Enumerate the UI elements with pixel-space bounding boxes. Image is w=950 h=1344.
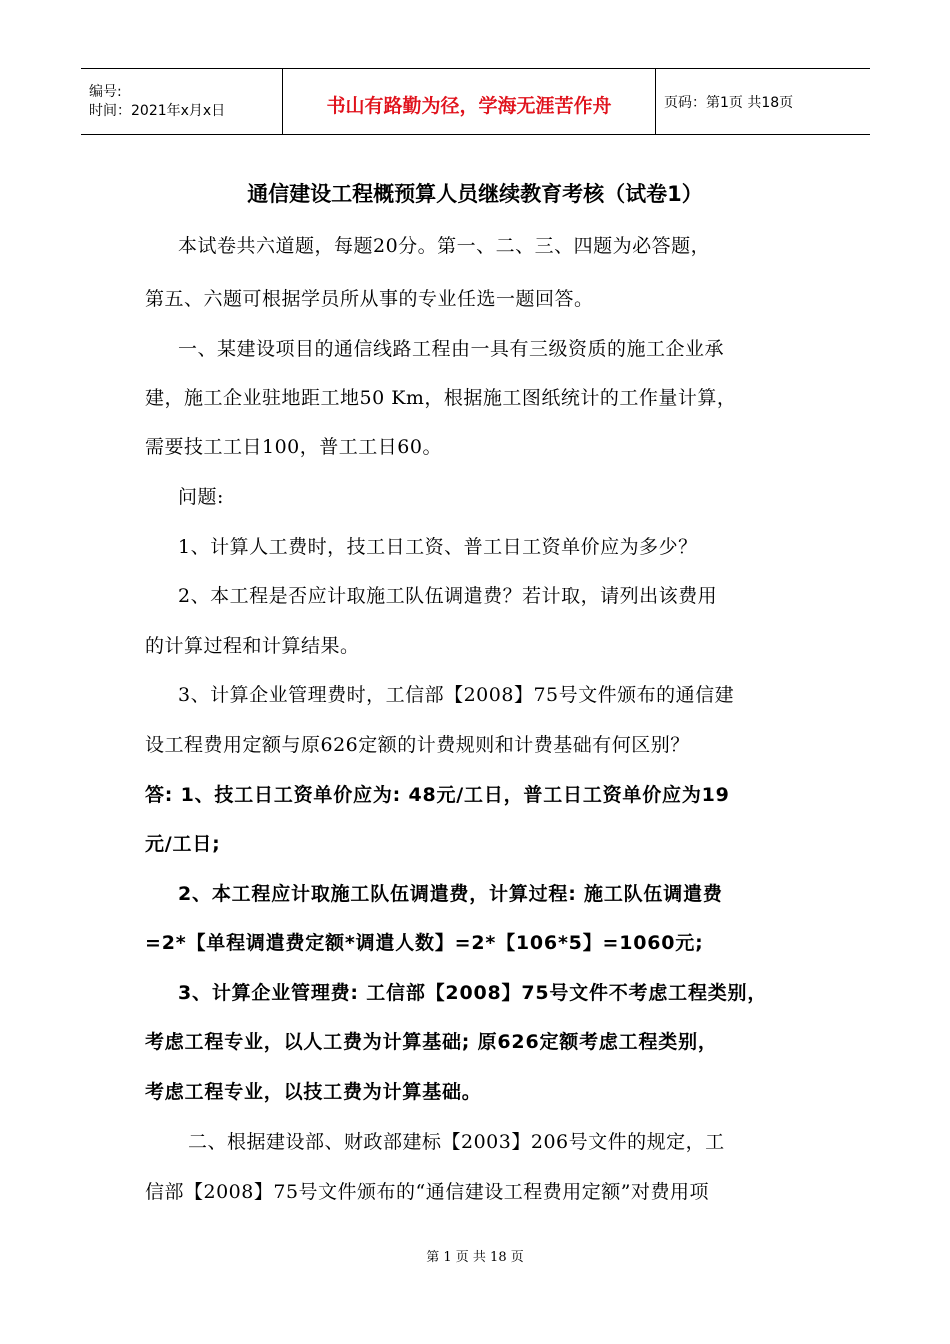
text-line: 3、计算企业管理费时，工信部【2008】75号文件颁布的通信建 bbox=[178, 684, 735, 706]
answer-line: 元/工日; bbox=[145, 833, 221, 855]
number-label: 编号: bbox=[89, 83, 122, 100]
text-line: 二、根据建设部、财政部建标【2003】206号文件的规定，工 bbox=[188, 1131, 725, 1153]
text-line: 建，施工企业驻地距工地50 Km，根据施工图纸统计的工作量计算， bbox=[145, 387, 737, 409]
time-label: 时间：2021年x月x日 bbox=[89, 102, 226, 119]
text-line: 2、本工程是否应计取施工队伍调遣费？若计取，请列出该费用 bbox=[178, 585, 718, 607]
answer-line: 考虑工程专业，以人工费为计算基础; 原626定额考虑工程类别， bbox=[145, 1031, 718, 1053]
text-line: 第五、六题可根据学员所从事的专业任选一题回答。 bbox=[145, 288, 594, 310]
text-line: 设工程费用定额与原626定额的计费规则和计费基础有何区别？ bbox=[145, 734, 690, 756]
text-line: 1、计算人工费时，技工日工资、普工日工资单价应为多少？ bbox=[178, 536, 698, 558]
answer-line: 3、计算企业管理费: 工信部【2008】75号文件不考虑工程类别， bbox=[178, 982, 768, 1004]
text-line: 本试卷共六道题，每题20分。第一、二、三、四题为必答题， bbox=[178, 235, 711, 257]
header-meta bbox=[81, 69, 283, 134]
text-line: 需要技工工日100，普工工日60。 bbox=[145, 436, 442, 458]
text-line: 一、某建设项目的通信线路工程由一具有三级资质的施工企业承 bbox=[178, 338, 725, 360]
answer-line: 答: 1、技工日工资单价应为: 48元/工日，普工日工资单价应为19 bbox=[145, 784, 730, 806]
slogan: 书山有路勤为径，学海无涯苦作舟 bbox=[326, 95, 612, 117]
text-line: 信部【2008】75号文件颁布的“通信建设工程费用定额”对费用项 bbox=[145, 1181, 709, 1203]
document-title: 通信建设工程概预算人员继续教育考核（试卷1） bbox=[247, 182, 703, 206]
header-page-cell bbox=[656, 69, 870, 134]
text-line: 问题: bbox=[178, 486, 224, 508]
page-footer: 第 1 页 共 18 页 bbox=[426, 1250, 524, 1265]
answer-line: =2*【单程调遣费定额*调遣人数】=2*【106*5】=1060元; bbox=[145, 932, 704, 954]
answer-line: 2、本工程应计取施工队伍调遣费，计算过程: 施工队伍调遣费 bbox=[178, 883, 723, 905]
page-header bbox=[81, 68, 870, 135]
text-line: 的计算过程和计算结果。 bbox=[145, 635, 360, 657]
header-slogan-cell bbox=[283, 69, 656, 134]
page-info: 页码：第1页 共18页 bbox=[664, 94, 794, 111]
answer-line: 考虑工程专业，以技工费为计算基础。 bbox=[145, 1081, 482, 1103]
